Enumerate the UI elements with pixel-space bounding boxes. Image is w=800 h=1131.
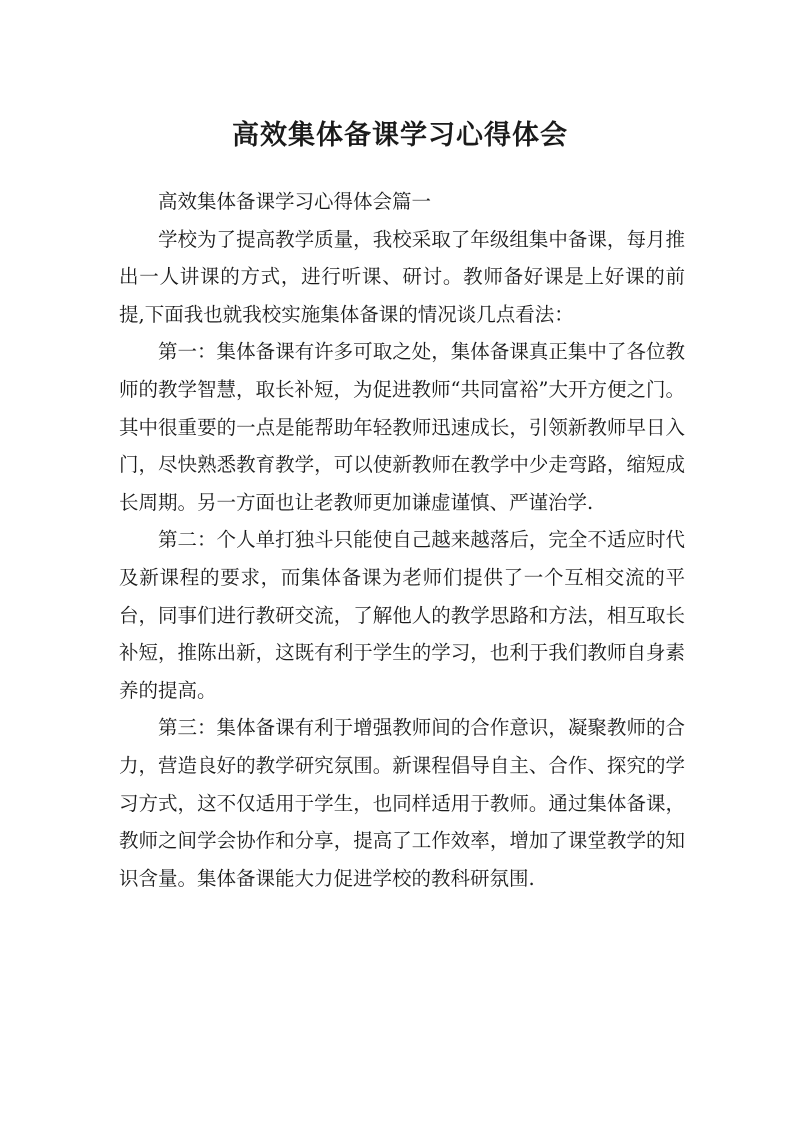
paragraph-point-one: 第一：集体备课有许多可取之处，集体备课真正集中了各位教师的教学智慧，取长补短，为促进教师“共同富裕”大开方便之门。其中很重要的一点是能帮助年轻教师迅速成长，引领新教师早日入门，尽快熟悉教育教学，可以使新教师在教学中少走弯路，缩短成长周期。另一方面也让老教师更加谦虚谨慎、严谨治学. — [119, 340, 685, 514]
document-body — [119, 183, 685, 897]
paragraph-point-two: 第二：个人单打独斗只能使自己越来越落后，完全不适应时代及新课程的要求，而集体备课为老师们提供了一个互相交流的平台，同事们进行教研交流，了解他人的教学思路和方法，相互取长补短，推陈出新，这既有利于学生的学习，也利于我们教师自身素养的提高。 — [119, 528, 685, 702]
paragraph-intro: 学校为了提高教学质量，我校采取了年级组集中备课，每月推出一人讲课的方式，进行听课、研讨。教师备好课是上好课的前提,下面我也就我校实施集体备课的情况谈几点看法： — [119, 227, 685, 326]
section-subtitle: 高效集体备课学习心得体会篇一 — [158, 190, 432, 213]
page-title: 高效集体备课学习心得体会 — [232, 120, 568, 152]
paragraph-point-three: 第三：集体备课有利于增强教师间的合作意识，凝聚教师的合力，营造良好的教学研究氛围。新课程倡导自主、合作、探究的学习方式，这不仅适用于学生，也同样适用于教师。通过集体备课，教师之间学会协作和分享，提高了工作效率，增加了课堂教学的知识含量。集体备课能大力促进学校的教科研氛围. — [119, 716, 685, 890]
